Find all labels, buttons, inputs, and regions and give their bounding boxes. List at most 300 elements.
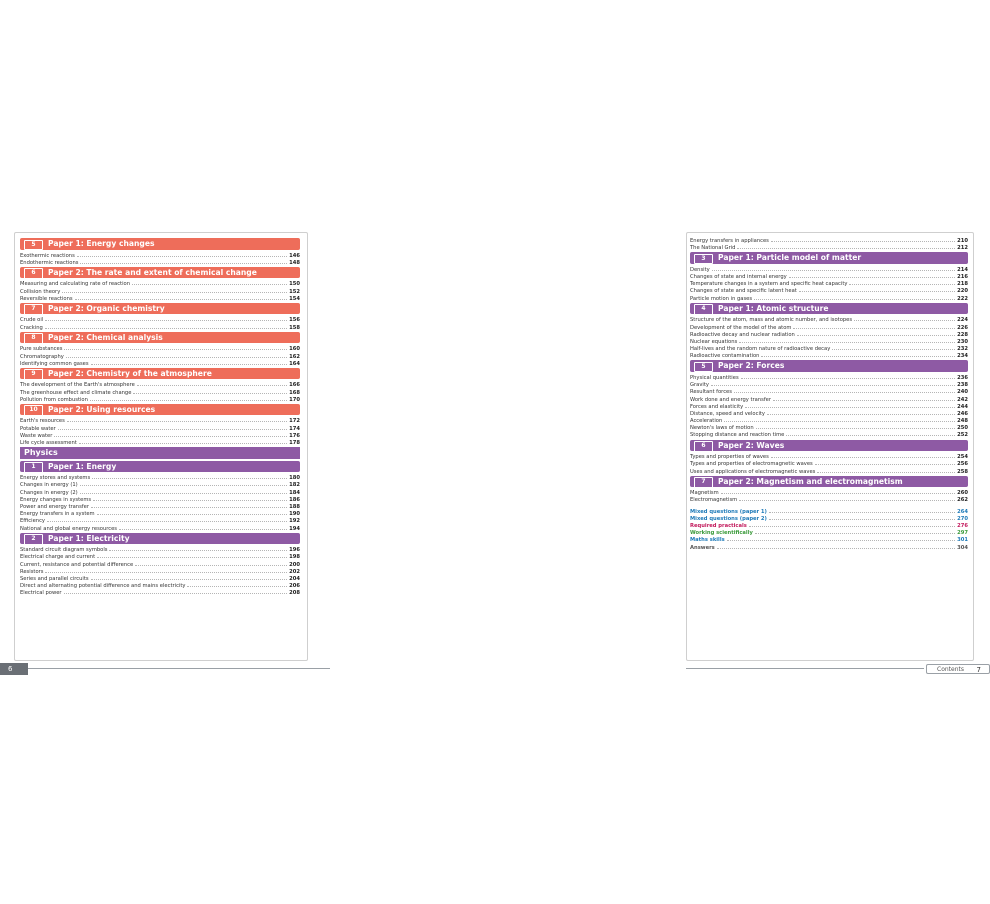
toc-entry-page: 164 [289,360,300,367]
toc-entry-title: Energy changes in systems [20,496,92,503]
toc-entry[interactable] [20,353,300,360]
section-title: Paper 2: Chemistry of the atmosphere [48,368,212,378]
toc-entry-title: Pure substances [20,346,63,353]
dot-leader [75,295,288,300]
dot-leader [712,266,955,271]
section-header[interactable] [20,533,300,545]
toc-entry-title: Stopping distance and reaction time [690,432,785,439]
toc-entry-page: 176 [289,432,300,439]
left-footer [0,663,330,675]
toc-entry-title: Nuclear equations [690,338,738,345]
toc-entry-title: Radioactive decay and nuclear radiation [690,331,795,338]
toc-entry-page: 184 [289,489,300,496]
dot-leader [773,396,955,401]
toc-entry-page: 224 [957,317,968,324]
toc-entry[interactable] [20,474,300,481]
toc-entry[interactable] [690,453,968,460]
dot-leader [47,517,287,522]
toc-entry-title: Mixed questions (paper 1) [690,508,767,515]
dot-leader [54,432,287,437]
toc-entry-title: Energy transfers in a system [20,511,95,518]
section-title: Paper 2: Organic chemistry [48,303,165,313]
dot-leader [45,568,287,573]
toc-entry-page: 254 [957,454,968,461]
section-title: Paper 2: The rate and extent of chemical change [48,267,257,277]
toc-entry[interactable] [690,403,968,410]
toc-entry[interactable] [20,417,300,424]
toc-entry[interactable] [690,374,968,381]
toc-entry[interactable] [20,345,300,352]
toc-entry-page: 186 [289,496,300,503]
toc-entry-title: Resistors [20,568,44,575]
toc-entry[interactable] [20,553,300,560]
dot-leader [62,288,287,293]
toc-entry-page: 178 [289,440,300,446]
dot-leader [132,280,287,285]
toc-entry[interactable] [20,432,300,439]
toc-entry[interactable] [690,324,968,331]
dot-leader [79,439,287,444]
topic-number-icon: 1 [24,462,43,473]
toc-entry-title: Standard circuit diagram symbols [20,547,108,554]
toc-entry-title: Working scientifically [690,530,753,537]
toc-entry[interactable] [690,489,968,496]
toc-entry-title: Measuring and calculating rate of reaction [20,281,130,288]
toc-entry-title: Half-lives and the random nature of radioactive decay [690,346,831,353]
toc-entry-page: 216 [957,274,968,281]
section-header[interactable] [20,303,300,315]
toc-entry[interactable] [690,515,968,522]
toc-entry-page: 212 [957,245,968,252]
toc-entry-title: Electromagnetism [690,497,738,504]
toc-entry-page: 220 [957,288,968,295]
toc-entry-page: 301 [957,537,968,544]
section-title: Paper 1: Atomic structure [718,303,829,313]
toc-entry[interactable] [20,561,300,568]
toc-entry-title: Changes of state and internal energy [690,274,787,281]
toc-entry-page: 196 [289,547,300,554]
toc-entry-title: Crude oil [20,317,44,324]
section-title: Paper 1: Electricity [48,533,130,543]
toc-entry-page: 152 [289,288,300,295]
toc-entry-page: 240 [957,389,968,396]
dot-leader [771,453,955,458]
dot-leader [761,352,955,357]
section-title: Paper 2: Magnetism and electromagnetism [718,476,903,486]
toc-entry-title: Potable water [20,425,56,432]
toc-entry-page: 222 [957,295,968,302]
toc-entry-page: 236 [957,374,968,381]
topic-number-icon: 7 [694,477,713,488]
topic-number-icon: 8 [24,333,43,344]
dot-leader [739,338,955,343]
toc-entry[interactable] [20,503,300,510]
dot-leader [45,316,287,321]
dot-leader [745,403,955,408]
section-header[interactable] [20,267,300,279]
toc-entry-title: Earth's resources [20,418,65,425]
section-title: Paper 1: Particle model of matter [718,253,862,263]
toc-entry-page: 182 [289,482,300,489]
toc-entry[interactable] [690,266,968,273]
toc-entry-title: Collision theory [20,288,61,295]
toc-entry[interactable] [20,489,300,496]
dot-leader [799,287,955,292]
toc-entry[interactable] [690,410,968,417]
section-header[interactable] [690,303,968,315]
toc-entry[interactable] [20,589,300,596]
dot-leader [109,546,287,551]
toc-entry[interactable] [20,425,300,432]
toc-entry[interactable] [20,546,300,553]
section-title: Paper 2: Waves [718,440,785,450]
toc-entry-page: 206 [289,583,300,590]
toc-entry[interactable] [20,582,300,589]
dot-leader [80,481,287,486]
topic-number-icon: 3 [694,254,713,265]
left-page [0,0,330,904]
dot-leader [771,237,955,242]
section-header[interactable] [20,368,300,380]
toc-entry[interactable] [690,417,968,424]
toc-entry-title: Development of the model of the atom [690,324,792,331]
toc-entry-title: Reversible reactions [20,295,73,302]
toc-entry-title: Work done and energy transfer [690,396,771,403]
dot-leader [77,252,287,257]
toc-entry-title: Life cycle assessment [20,440,77,446]
toc-entry-title: Electrical power [20,590,62,597]
toc-entry-page: 276 [957,522,968,529]
right-contents-list [690,237,968,551]
dot-leader [786,431,955,436]
toc-entry[interactable] [690,280,968,287]
toc-entry-page: 174 [289,425,300,432]
toc-entry-page: 264 [957,508,968,515]
toc-entry-title: Energy transfers in appliances [690,238,769,244]
toc-entry[interactable] [20,295,300,302]
toc-entry-page: 256 [957,461,968,468]
toc-entry[interactable] [20,288,300,295]
dot-leader [817,468,955,473]
dot-leader [80,259,287,264]
dot-leader [97,553,287,558]
toc-entry-title: Electrical charge and current [20,554,96,561]
toc-entry-title: Maths skills [690,537,725,544]
toc-entry-page: 230 [957,338,968,345]
toc-entry-title: Magnetism [690,490,719,497]
toc-entry-title: Direct and alternating potential difference and mains electricity [20,583,186,590]
dot-leader [832,345,955,350]
toc-entry-page: 154 [289,295,300,302]
toc-entry-title: Physical quantities [690,374,739,381]
toc-entry-page: 166 [289,382,300,389]
toc-entry[interactable] [20,252,300,259]
dot-leader [133,389,287,394]
toc-entry-title: Exothermic reactions [20,252,75,259]
dot-leader [734,388,955,393]
dot-leader [767,410,955,415]
toc-entry-title: Distance, speed and velocity [690,410,765,417]
footer-rule [686,668,924,669]
toc-entry-title: Particle motion in gases [690,295,753,302]
section-title: Paper 1: Energy changes [48,239,155,248]
toc-entry-title: Endothermic reactions [20,259,79,266]
toc-entry[interactable] [690,508,968,515]
toc-entry-title: Current, resistance and potential difference [20,561,134,568]
section-title: Paper 2: Chemical analysis [48,332,163,342]
toc-entry-title: Pollution from combustion [20,396,88,403]
dot-leader [815,460,955,465]
topic-number-icon: 6 [694,441,713,452]
toc-entry-page: 146 [289,252,300,259]
footer-rule [28,668,330,669]
toc-entry-title: Uses and applications of electromagnetic waves [690,468,816,475]
dot-leader [90,396,287,401]
dot-leader [739,496,955,501]
dot-leader [756,424,956,429]
toc-entry-title: Gravity [690,382,709,389]
toc-entry[interactable] [20,517,300,524]
toc-entry-page: 210 [957,238,968,244]
toc-entry-page: 252 [957,432,968,439]
right-page [330,0,981,904]
toc-entry-page: 304 [957,544,968,551]
toc-entry[interactable] [20,568,300,575]
dot-leader [769,515,955,520]
toc-entry-page: 170 [289,396,300,403]
toc-entry-title: Temperature changes in a system and specific heat capacity [690,281,848,288]
dot-leader [741,374,956,379]
toc-entry-title: Required practicals [690,522,747,529]
dot-leader [717,544,955,549]
toc-entry[interactable] [20,439,300,446]
toc-entry-page: 208 [289,590,300,597]
toc-entry-title: Identifying common gases [20,360,89,367]
toc-entry-page: 198 [289,554,300,561]
toc-entry[interactable] [690,331,968,338]
topic-number-icon: 6 [24,268,43,279]
dot-leader [724,417,955,422]
toc-entry[interactable] [20,510,300,517]
toc-entry-title: Changes in energy (1) [20,482,78,489]
toc-entry[interactable] [690,287,968,294]
topic-number-icon: 10 [24,405,43,416]
toc-entry-page: 250 [957,425,968,432]
toc-entry-page: 162 [289,353,300,360]
toc-entry-title: Types and properties of electromagnetic waves [690,461,813,468]
toc-entry[interactable] [20,481,300,488]
dot-leader [187,582,287,587]
toc-entry-title: The National Grid [690,245,736,252]
topic-number-icon: 2 [24,534,43,545]
dot-leader [849,280,955,285]
dot-leader [135,561,287,566]
dot-leader [45,324,287,329]
dot-leader [58,425,287,430]
section-header[interactable] [20,238,300,250]
toc-entry-title: National and global energy resources [20,525,118,532]
toc-entry[interactable] [690,237,968,244]
section-title: Paper 1: Energy [48,461,117,471]
toc-entry[interactable] [20,381,300,388]
toc-entry-title: Acceleration [690,418,723,425]
dot-leader [64,589,288,594]
toc-entry[interactable] [690,316,968,323]
toc-entry-page: 218 [957,281,968,288]
toc-entry[interactable] [690,273,968,280]
toc-entry-title: Answers [690,544,715,551]
toc-entry-page: 202 [289,568,300,575]
topic-number-icon: 5 [694,362,713,373]
dot-leader [789,273,955,278]
dot-leader [749,522,955,527]
toc-entry[interactable] [690,244,968,251]
section-header[interactable] [690,440,968,452]
toc-entry[interactable] [690,536,968,543]
toc-entry-page: 168 [289,389,300,396]
toc-entry[interactable] [690,381,968,388]
toc-entry-page: 160 [289,346,300,353]
toc-entry-page: 194 [289,525,300,532]
toc-entry[interactable] [20,525,300,532]
toc-entry-title: Changes in energy (2) [20,489,78,496]
toc-entry-page: 190 [289,511,300,518]
toc-entry-title: The development of the Earth's atmosphere [20,382,135,389]
toc-entry[interactable] [690,345,968,352]
dot-leader [137,381,287,386]
right-footer [660,663,990,675]
toc-entry-page: 270 [957,515,968,522]
toc-entry-title: Resultant forces [690,389,732,396]
toc-entry[interactable] [20,316,300,323]
toc-entry[interactable] [690,529,968,536]
toc-entry[interactable] [690,496,968,503]
toc-entry[interactable] [690,295,968,302]
dot-leader [711,381,955,386]
toc-entry-title: Radioactive contamination [690,353,760,360]
section-header[interactable] [20,404,300,416]
toc-entry-page: 238 [957,382,968,389]
dot-leader [91,575,288,580]
toc-entry-page: 244 [957,403,968,410]
page-number-right: 7 [976,666,981,674]
toc-entry-title: Power and energy transfer [20,503,89,510]
toc-entry-page: 297 [957,530,968,537]
toc-entry[interactable] [690,352,968,359]
toc-entry-page: 180 [289,475,300,482]
toc-entry[interactable] [690,522,968,529]
toc-entry-page: 156 [289,317,300,324]
toc-entry-page: 200 [289,561,300,568]
section-header[interactable] [690,252,968,264]
toc-entry-title: Changes of state and specific latent heat [690,288,797,295]
toc-entry-title: Cracking [20,324,43,331]
toc-entry-title: Forces and elasticity [690,403,744,410]
toc-entry[interactable] [20,496,300,503]
toc-entry[interactable] [690,460,968,467]
dot-leader [721,489,955,494]
toc-entry[interactable] [20,396,300,403]
subject-heading-physics: Physics [20,447,300,459]
dot-leader [67,417,287,422]
section-title: Paper 2: Forces [718,361,785,371]
toc-entry-title: The greenhouse effect and climate change [20,389,132,396]
dot-leader [64,345,287,350]
dot-leader [727,536,955,541]
dot-leader [769,508,955,513]
toc-entry-title: Chromatography [20,353,64,360]
dot-leader [854,316,955,321]
toc-entry-page: 246 [957,410,968,417]
dot-leader [91,503,287,508]
dot-leader [92,474,287,479]
contents-tab [926,664,990,674]
topic-number-icon: 9 [24,369,43,380]
dot-leader [97,510,288,515]
left-contents-list [20,237,300,597]
section-header[interactable] [20,332,300,344]
toc-entry-title: Newton's laws of motion [690,425,754,432]
section-header[interactable] [20,461,300,473]
dot-leader [66,353,287,358]
dot-leader [91,360,288,365]
dot-leader [93,496,287,501]
toc-entry-title: Structure of the atom, mass and atomic number, and isotopes [690,317,853,324]
toc-entry-page: 260 [957,490,968,497]
toc-entry[interactable] [690,431,968,438]
toc-entry-page: 150 [289,281,300,288]
toc-entry-page: 228 [957,331,968,338]
dot-leader [754,295,955,300]
toc-entry[interactable] [690,468,968,475]
contents-label: Contents [937,666,964,673]
toc-entry-page: 172 [289,418,300,425]
toc-entry-title: Density [690,266,710,273]
page-number-left: 6 [0,663,28,675]
dot-leader [797,331,955,336]
toc-entry[interactable] [690,544,968,551]
toc-entry-page: 232 [957,346,968,353]
toc-entry[interactable] [20,575,300,582]
section-title: Paper 2: Using resources [48,404,156,414]
toc-entry-page: 262 [957,497,968,504]
toc-entry[interactable] [690,388,968,395]
toc-entry[interactable] [690,338,968,345]
toc-entry[interactable] [20,360,300,367]
toc-entry[interactable] [20,389,300,396]
toc-entry-title: Waste water [20,432,53,439]
topic-number-icon: 4 [694,304,713,315]
toc-entry-page: 248 [957,418,968,425]
toc-entry-page: 192 [289,518,300,525]
toc-entry[interactable] [20,259,300,266]
toc-entry-page: 226 [957,324,968,331]
dot-leader [119,525,287,530]
toc-entry[interactable] [20,280,300,287]
toc-entry-page: 258 [957,468,968,475]
toc-entry-page: 148 [289,259,300,266]
toc-entry[interactable] [20,324,300,331]
toc-entry-page: 188 [289,503,300,510]
dot-leader [80,489,287,494]
section-header[interactable] [690,476,968,488]
toc-entry[interactable] [690,424,968,431]
dot-leader [755,529,955,534]
toc-entry[interactable] [690,396,968,403]
dot-leader [793,324,955,329]
section-header[interactable] [690,360,968,372]
dot-leader [737,244,955,249]
